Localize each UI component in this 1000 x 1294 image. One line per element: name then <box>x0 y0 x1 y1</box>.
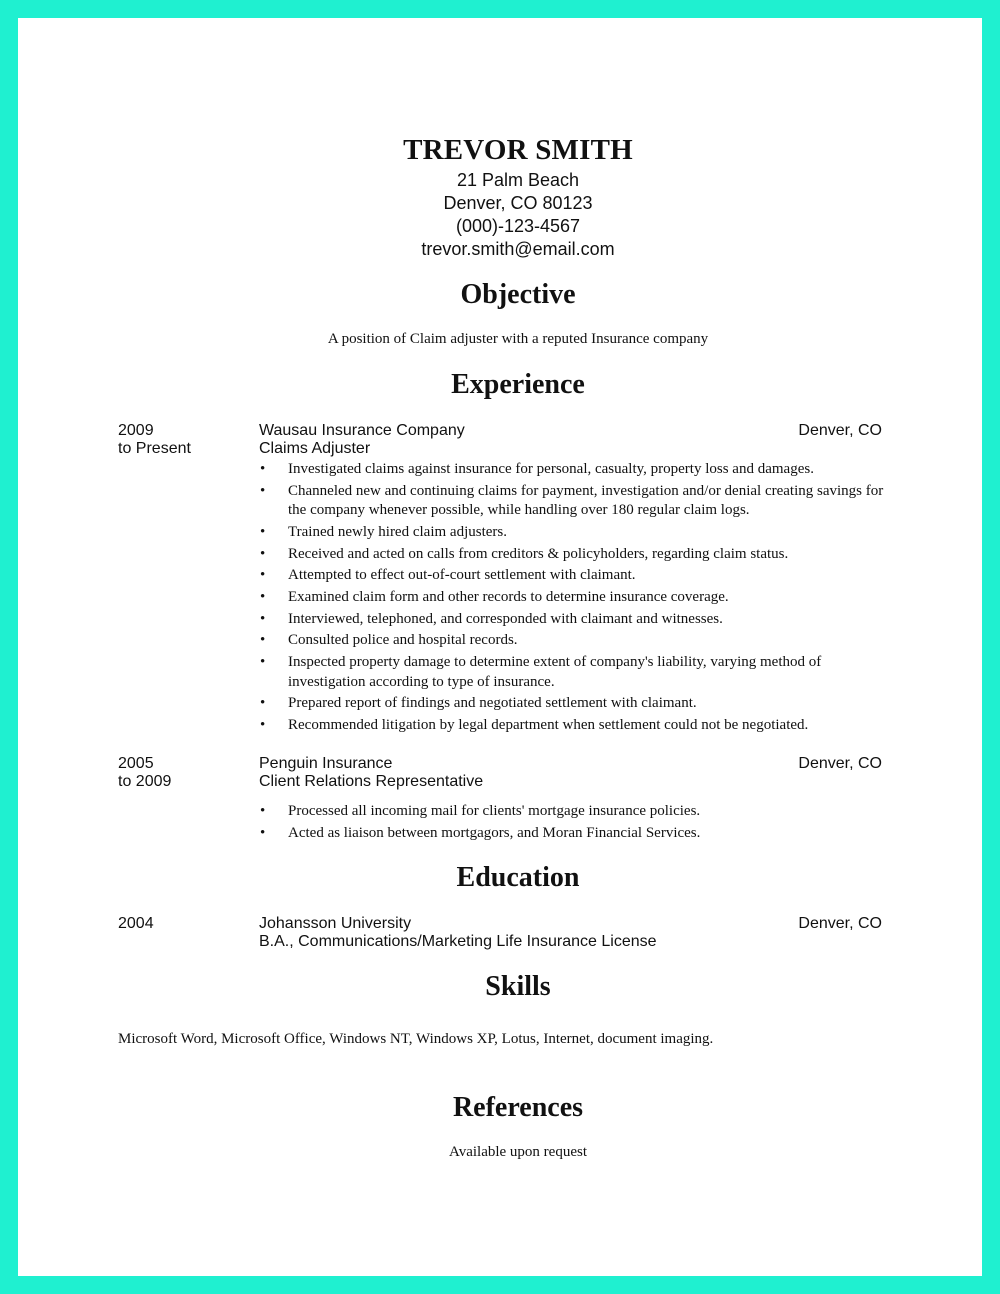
address-line-1: 21 Palm Beach <box>456 170 580 190</box>
address-line-2: Denver, CO 80123 <box>443 193 593 213</box>
job-years-end: to 2009 <box>118 773 172 790</box>
list-item: • Investigated claims against insurance for personal, casualty, property loss and damages. <box>258 460 898 480</box>
job-years-start: 2009 <box>118 422 154 439</box>
list-item: • Interviewed, telephoned, and corresponded with claimant and witnesses. <box>258 610 898 630</box>
list-item: • Prepared report of findings and negotiated settlement with claimant. <box>258 694 898 714</box>
list-item: • Channeled new and continuing claims for payment, investigation and/or denial creating savings for the company whenever possible, while handling over 180 regular claim logs. <box>258 482 898 521</box>
phone-number: (000)-123-4567 <box>455 216 581 236</box>
skills-heading: Skills <box>485 971 551 1002</box>
education-school: Johansson University <box>259 915 412 932</box>
job-duties-list <box>258 460 898 738</box>
list-item: • Inspected property damage to determine extent of company's liability, varying method of investigation according to type of insurance. <box>258 653 898 692</box>
job-company: Wausau Insurance Company <box>259 422 465 439</box>
job-company: Penguin Insurance <box>259 755 393 772</box>
education-location: Denver, CO <box>798 915 882 932</box>
list-item: • Examined claim form and other records to determine insurance coverage. <box>258 588 898 608</box>
job-duties-list <box>258 802 898 845</box>
list-item: • Processed all incoming mail for clients' mortgage insurance policies. <box>258 802 898 822</box>
candidate-name: TREVOR SMITH <box>403 134 633 166</box>
references-heading: References <box>452 1092 584 1123</box>
references-text: Available upon request <box>448 1144 587 1160</box>
job-title: Claims Adjuster <box>259 440 371 457</box>
skills-text: Microsoft Word, Microsoft Office, Windows NT, Windows XP, Lotus, Internet, document imaging. <box>118 1031 714 1047</box>
job-years-end: to Present <box>118 440 191 457</box>
list-item: • Attempted to effect out-of-court settlement with claimant. <box>258 566 898 586</box>
education-year: 2004 <box>118 915 154 932</box>
job-years-start: 2005 <box>118 755 154 772</box>
experience-heading: Experience <box>451 369 585 400</box>
list-item: • Received and acted on calls from creditors & policyholders, regarding claim status. <box>258 545 898 565</box>
list-item: • Trained newly hired claim adjusters. <box>258 523 898 543</box>
objective-text: A position of Claim adjuster with a reputed Insurance company <box>327 331 709 347</box>
job-title: Client Relations Representative <box>259 773 484 790</box>
job-location: Denver, CO <box>798 422 882 439</box>
job-location: Denver, CO <box>798 755 882 772</box>
objective-heading: Objective <box>460 279 576 310</box>
education-heading: Education <box>456 862 580 893</box>
education-degree: B.A., Communications/Marketing Life Insurance License <box>259 933 657 950</box>
email-address: trevor.smith@email.com <box>421 239 615 259</box>
list-item: • Consulted police and hospital records. <box>258 631 898 651</box>
list-item: • Recommended litigation by legal department when settlement could not be negotiated. <box>258 716 898 736</box>
list-item: • Acted as liaison between mortgagors, and Moran Financial Services. <box>258 824 898 844</box>
